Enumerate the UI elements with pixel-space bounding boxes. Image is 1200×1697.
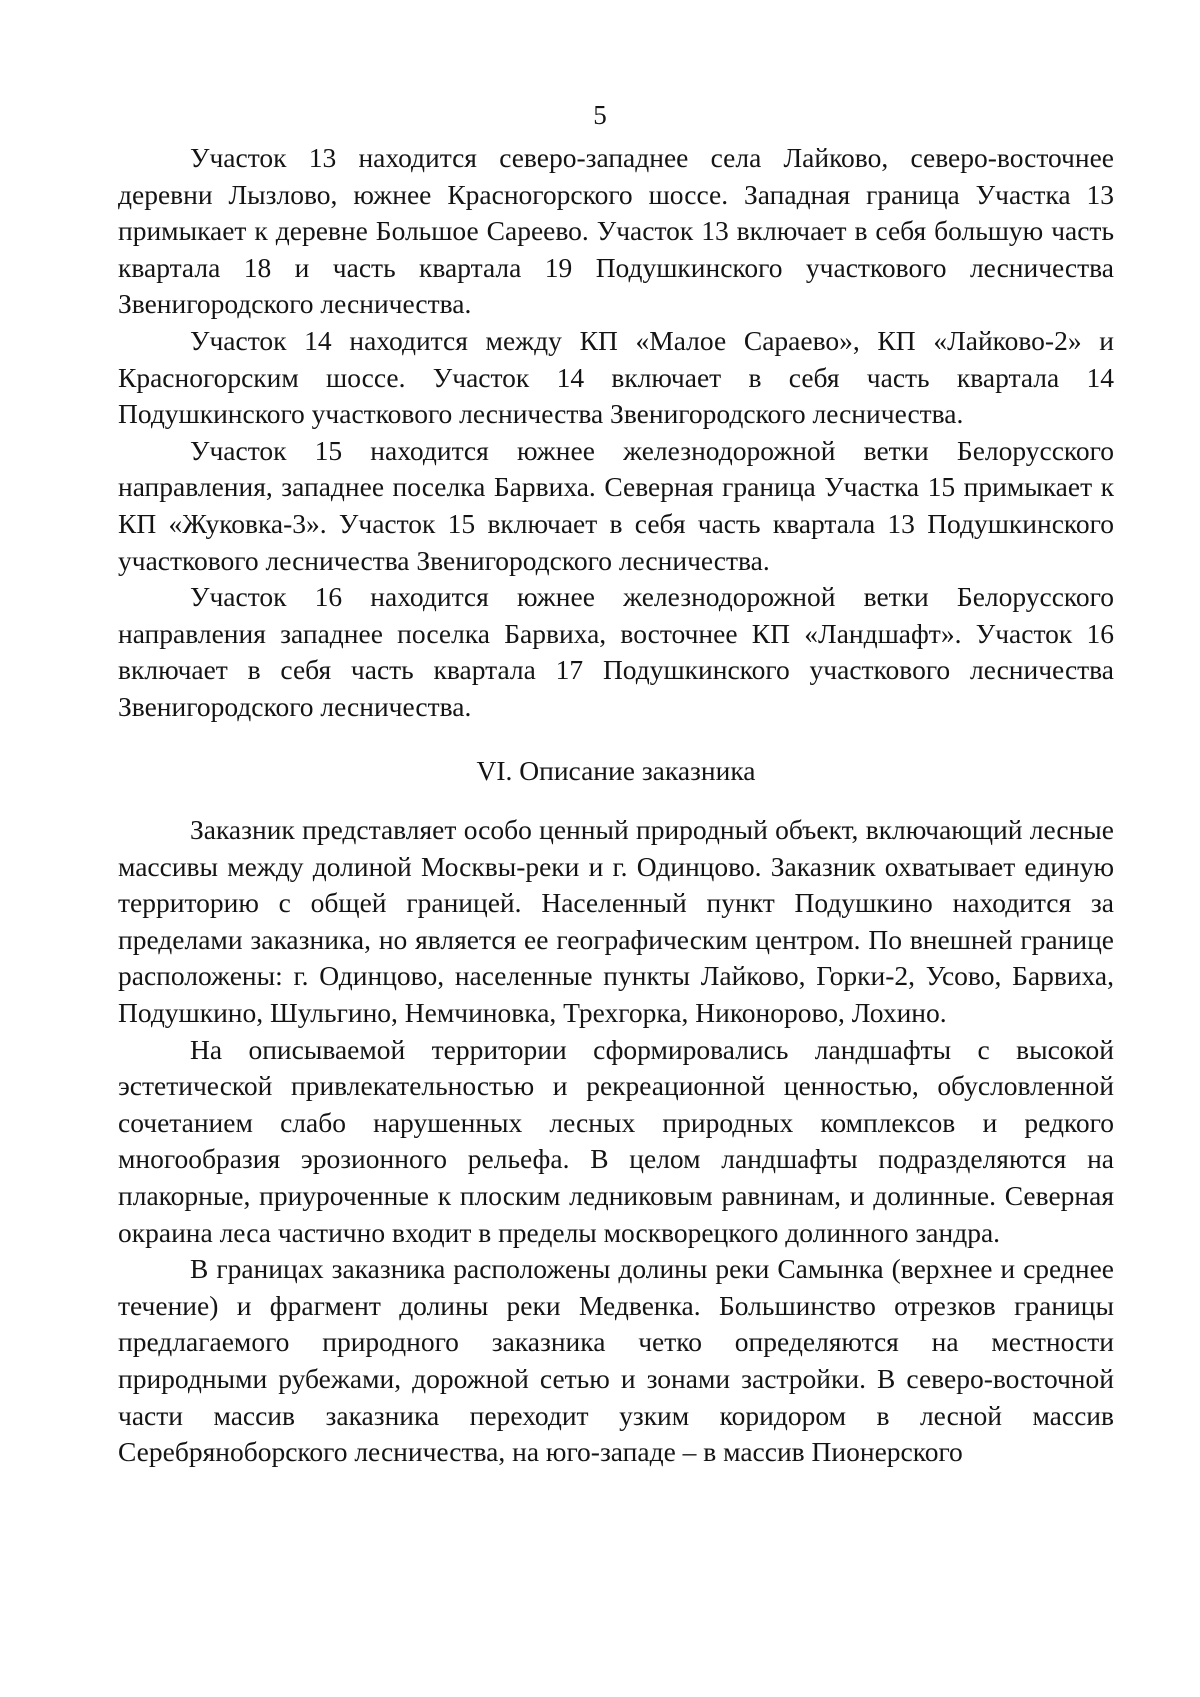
- section-title: VI. Описание заказника: [476, 754, 756, 786]
- document-body: [118, 140, 1114, 1471]
- paragraph-landscapes: На описываемой территории сформировались ландшафты с высокой эстетической привлекательностью и рекреационной ценностью, обусловленной сочетанием слабо нарушенных лесных природных комплексов и редкого многообразия эрозионного рельефа. В целом ландшафты подразделяются на плакорные, приуроченные к плоским ледниковым равнинам, и долинные. Северная окраина леса частично входит в пределы москворецкого долинного зандра.: [118, 1033, 1114, 1248]
- paragraph-plot-16: Участок 16 находится южнее железнодорожной ветки Белорусского направления западнее поселка Барвиха, восточнее КП «Ландшафт». Участок 16 включает в себя часть квартала 17 Подушкинского участкового лесничества Звенигородского лесничества.: [118, 581, 1114, 722]
- spacer: [118, 726, 1114, 753]
- paragraph-plot-15: Участок 15 находится южнее железнодорожной ветки Белорусского направления, западнее поселка Барвиха. Северная граница Участка 15 примыкает к КП «Жуковка-3». Участок 15 включает в себя часть квартала 13 Подушкинского участкового лесничества Звенигородского лесничества.: [118, 434, 1114, 576]
- paragraph-plot-13: Участок 13 находится северо-западнее села Лайково, северо-восточнее деревни Лызлово, южнее Красногорского шоссе. Западная граница Участка 13 примыкает к деревне Большое Сареево. Участок 13 включает в себя большую часть квартала 18 и часть квартала 19 Подушкинского участкового лесничества Звенигородского лесничества.: [118, 142, 1114, 320]
- page-number: 5: [593, 100, 607, 130]
- paragraph-plot-14: Участок 14 находится между КП «Малое Сараево», КП «Лайково-2» и Красногорским шоссе. Участок 14 включает в себя часть квартала 14 Подушкинского участкового лесничества Звенигородского лесничества.: [118, 324, 1114, 430]
- spacer: [118, 789, 1114, 812]
- paragraph-reserve-overview: Заказник представляет особо ценный природный объект, включающий лесные массивы между долиной Москвы-реки и г. Одинцово. Заказник охватывает единую территорию с общей границей. Населенный пункт Подушкино находится за пределами заказника, но является ее географическим центром. По внешней границе расположены: г. Одинцово, населенные пункты Лайково, Горки-2, Усово, Барвиха, Подушкино, Шульгино, Немчиновка, Трехгорка, Никонорово, Лохино.: [118, 814, 1114, 1029]
- paragraph-river-valleys: В границах заказника расположены долины реки Самынка (верхнее и среднее течение) и фрагмент долины реки Медвенка. Большинство отрезков границы предлагаемого природного заказника четко определяются на местности природными рубежами, дорожной сетью и зонами застройки. В северо-восточной части массив заказника переходит узким коридором в лесной массив Серебряноборского лесничества, на юго-западе – в массив Пионерского: [118, 1253, 1114, 1468]
